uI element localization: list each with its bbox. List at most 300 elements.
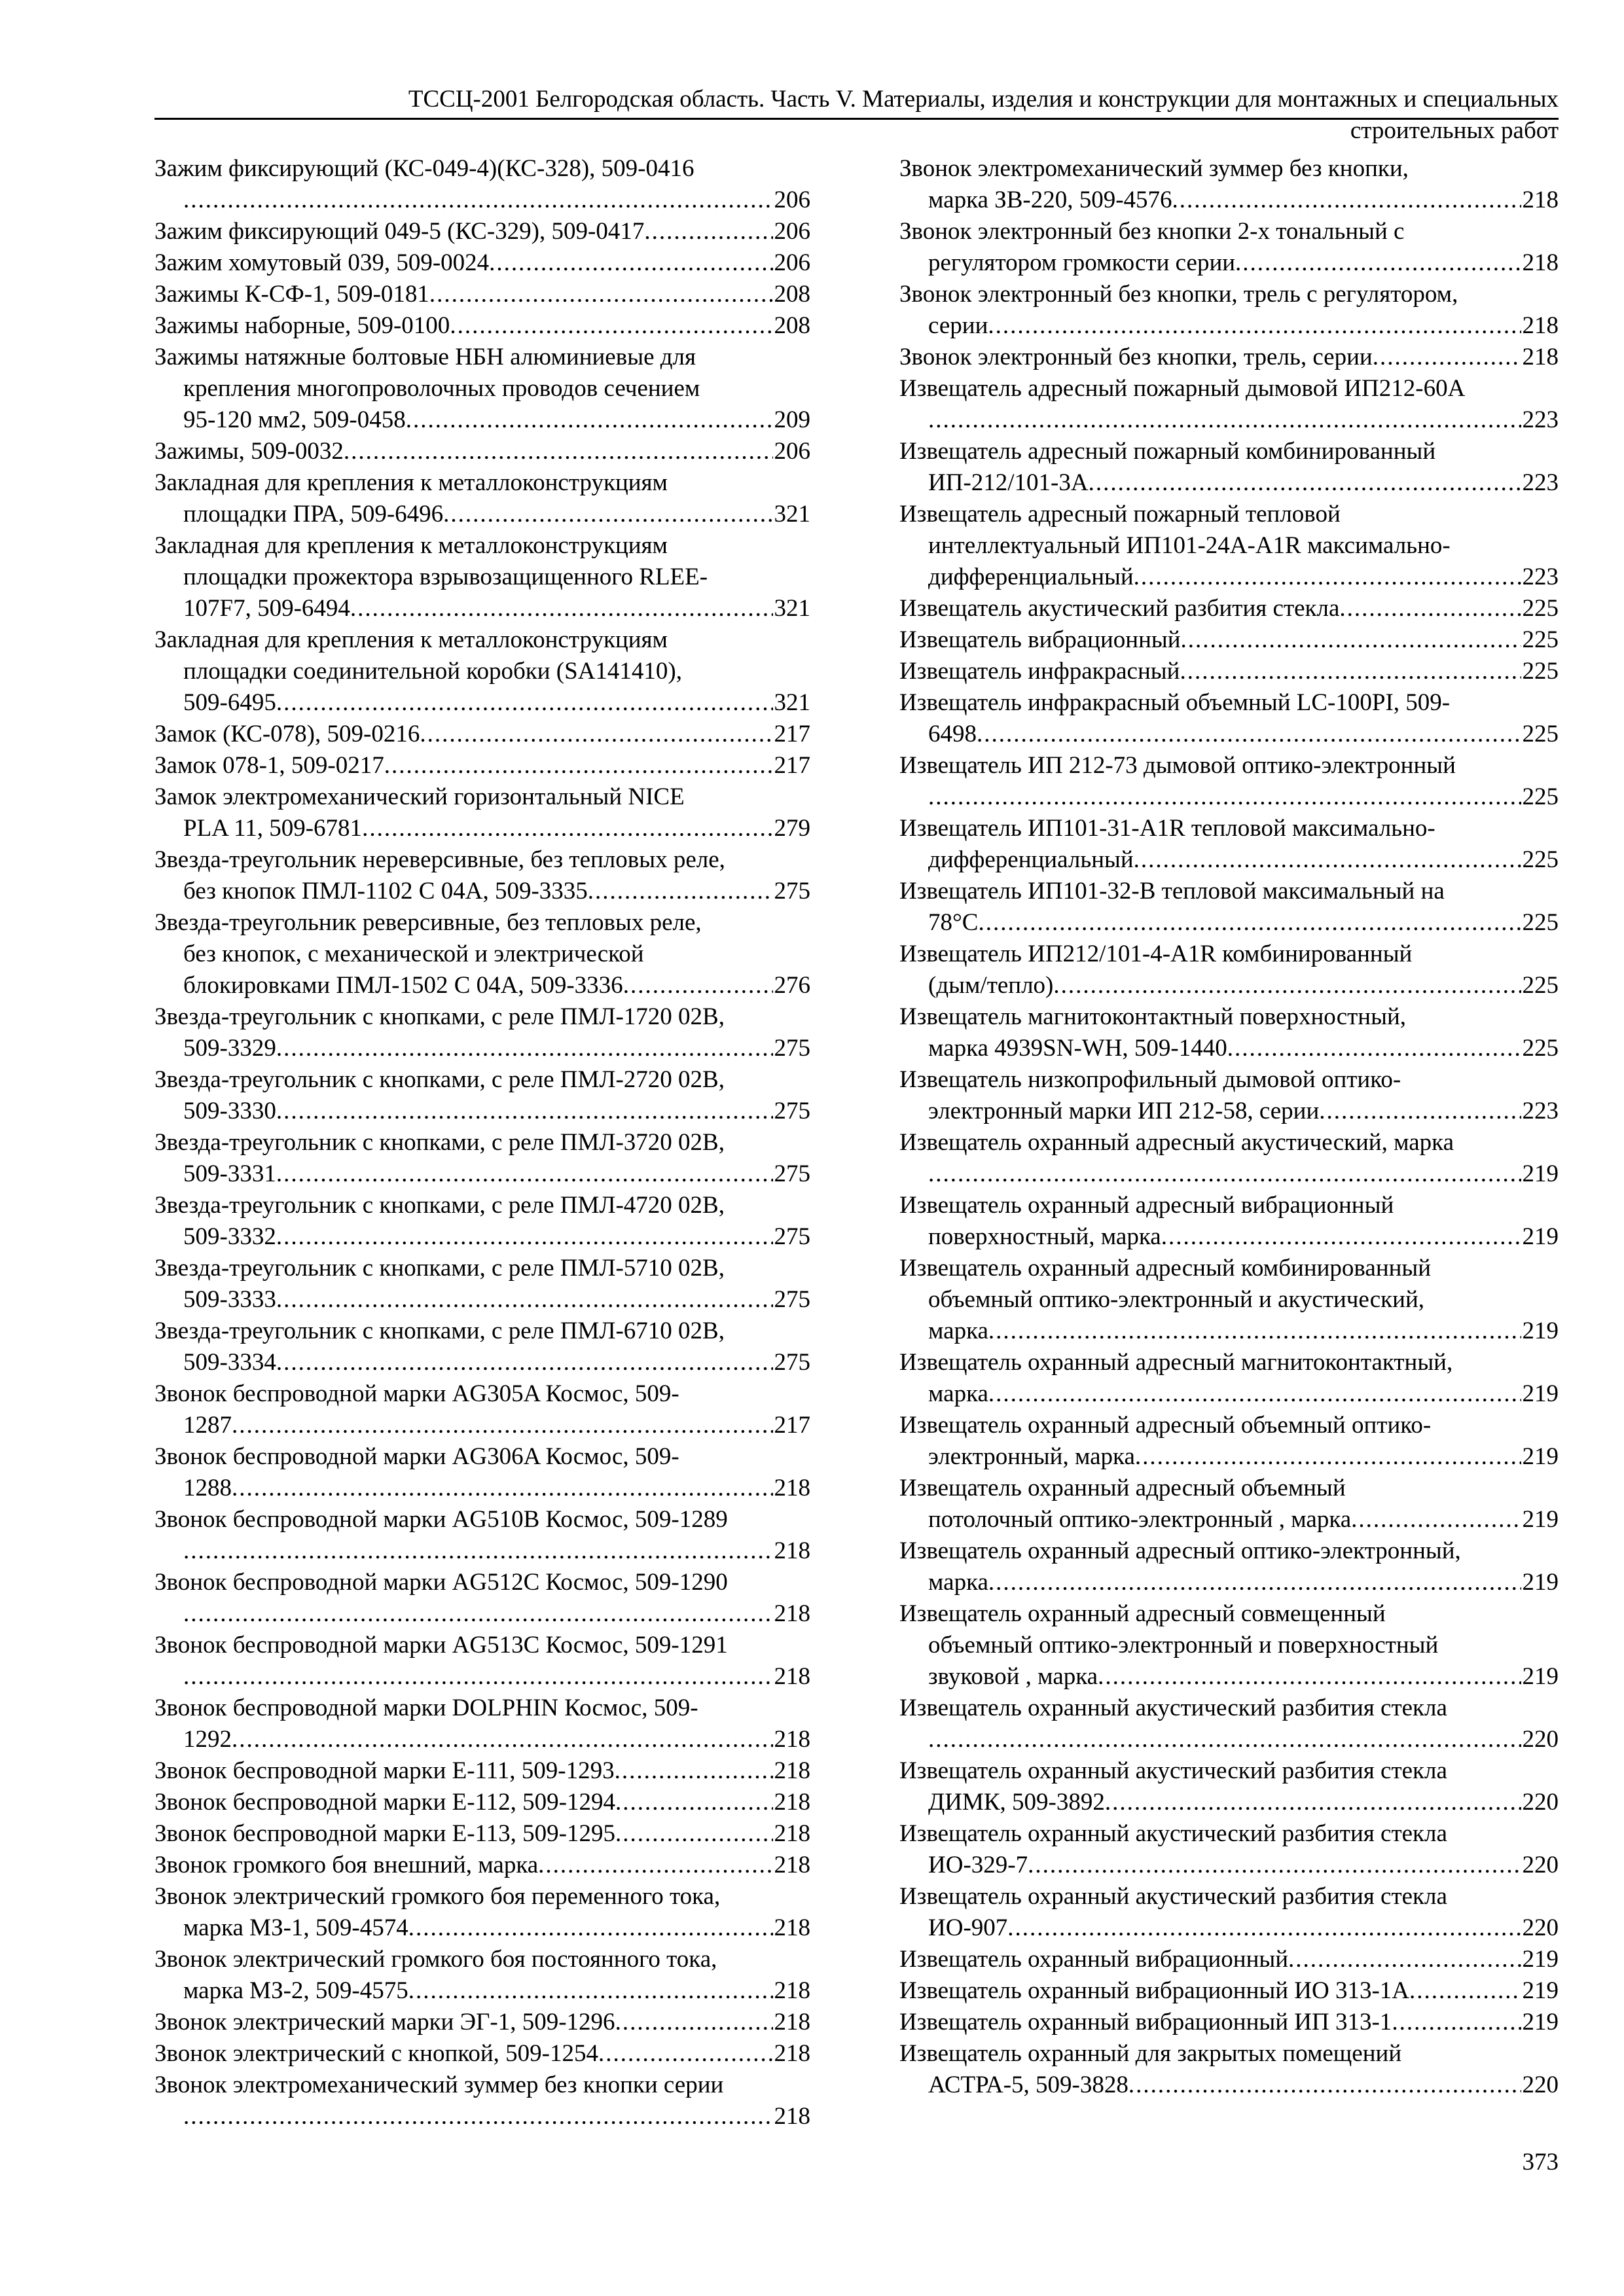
entry-text-line: Извещатель вибрационный: [899, 626, 1181, 653]
entry-page-number: 218: [774, 1475, 810, 1501]
entry-text-line: объемный оптико-электронный и акустический,: [928, 1286, 1425, 1313]
index-column-right: [899, 153, 1559, 2101]
entry-page-number: 218: [1522, 187, 1559, 213]
index-entry: [899, 939, 1559, 1001]
index-entry: [154, 1818, 810, 1850]
entry-text-line: Извещатель охранный адресный вибрационный: [899, 1192, 1394, 1219]
entry-text-line: Зажимы наборные, 509-0100: [154, 312, 450, 339]
entry-text-line: 509-3332: [183, 1223, 276, 1250]
dot-leader: [928, 1158, 1521, 1190]
entry-text-line: Звонок беспроводной марки Е-112, 509-1294: [154, 1789, 615, 1816]
entry-page-number: 275: [774, 1098, 810, 1124]
entry-text-line: Звонок беспроводной марки AG510B Космос, 509-1289: [154, 1506, 728, 1533]
entry-page-number: 275: [774, 1349, 810, 1376]
index-entry: [899, 216, 1559, 279]
index-entry: [899, 813, 1559, 876]
entry-text-line: Звонок беспроводной марки AG512C Космос, 509-1290: [154, 1569, 728, 1596]
entry-text-line: Извещатель охранный акустический разбития стекла: [899, 1820, 1447, 1847]
index-entry: [154, 1127, 810, 1190]
entry-text-line: Извещатель ИП212/101-4-А1R комбинированный: [899, 941, 1413, 967]
dot-leader: [183, 1661, 773, 1693]
entry-page-number: 218: [774, 1820, 810, 1847]
entry-text-line: Звонок беспроводной марки DOLPHIN Космос, 509-: [154, 1695, 698, 1721]
index-entry: [154, 342, 810, 436]
entry-text-line: Извещатель адресный пожарный тепловой: [899, 501, 1341, 528]
dot-leader: [1339, 593, 1521, 624]
dot-leader: [1161, 1221, 1521, 1253]
dot-leader: [928, 404, 1521, 436]
entry-page-number: 219: [1522, 1160, 1559, 1187]
entry-text-line: Звонок электромеханический зуммер без кнопки,: [899, 155, 1409, 182]
entry-text-line: Замок 078-1, 509-0217: [154, 752, 384, 779]
header-title: ТССЦ-2001 Белгородская область. Часть V. Материалы, изделия и конструкции для монтажных и специальных: [408, 86, 1559, 113]
running-header: [154, 84, 1559, 120]
entry-text-line: 6498: [928, 721, 977, 747]
entry-page-number: 218: [1522, 312, 1559, 339]
dot-leader: [276, 1033, 773, 1064]
index-entry: [154, 1441, 810, 1504]
entry-text-line: звуковой , марка: [928, 1663, 1098, 1690]
entry-text-line: Звезда-треугольник реверсивные, без тепловых реле,: [154, 909, 702, 936]
entry-page-number: 206: [774, 218, 810, 245]
entry-text-line: Извещатель инфракрасный объемный LC-100PI, 509-: [899, 689, 1451, 716]
entry-text-line: Замок электромеханический горизонтальный NICE: [154, 783, 685, 810]
entry-text-line: 1287: [183, 1412, 232, 1439]
index-entry: [899, 1190, 1559, 1253]
dot-leader: [615, 1818, 773, 1850]
entry-text-line: 509-3333: [183, 1286, 276, 1313]
entry-text-line: Извещатель ИП101-31-А1R тепловой максимально-: [899, 815, 1435, 842]
entry-page-number: 209: [774, 406, 810, 433]
entry-text-line: площадки соединительной коробки (SA141410),: [183, 658, 682, 685]
index-entry: [154, 1630, 810, 1693]
entry-text-line: 107F7, 509-6494: [183, 595, 350, 622]
dot-leader: [988, 1378, 1521, 1410]
entry-text-line: марка ЗВ-220, 509-4576: [928, 187, 1172, 213]
entry-text-line: потолочный оптико-электронный , марка: [928, 1506, 1352, 1533]
entry-page-number: 219: [1522, 1569, 1559, 1596]
entry-text-line: Звонок электрический громкого боя постоянного тока,: [154, 1946, 717, 1973]
index-entry: [154, 907, 810, 1001]
entry-page-number: 225: [1522, 1035, 1559, 1062]
entry-page-number: 225: [1522, 783, 1559, 810]
entry-page-number: 218: [774, 1914, 810, 1941]
entry-text-line: Звонок электронный без кнопки, трель с регулятором,: [899, 281, 1458, 308]
entry-text-line: регулятором громкости серии: [928, 249, 1236, 276]
dot-leader: [1134, 562, 1521, 593]
dot-leader: [489, 247, 772, 279]
dot-leader: [588, 876, 773, 907]
dot-leader: [1007, 1912, 1521, 1944]
entry-page-number: 321: [774, 689, 810, 716]
entry-page-number: 218: [774, 1726, 810, 1753]
entry-text-line: ИО-907: [928, 1914, 1008, 1941]
entry-text-line: Звезда-треугольник с кнопками, с реле ПМЛ-1720 02В,: [154, 1003, 725, 1030]
dot-leader: [408, 1975, 773, 2007]
dot-leader: [1053, 970, 1521, 1001]
entry-page-number: 218: [774, 1789, 810, 1816]
index-entry: [154, 1787, 810, 1818]
entry-text-line: без кнопок, с механической и электрической: [183, 941, 644, 967]
index-entry: [899, 1064, 1559, 1127]
dot-leader: [1373, 342, 1521, 373]
index-entry: [154, 1001, 810, 1064]
entry-page-number: 218: [774, 2040, 810, 2067]
index-entry: [899, 750, 1559, 813]
dot-leader: [362, 813, 772, 844]
entry-page-number: 225: [1522, 626, 1559, 653]
entry-text-line: дифференциальный: [928, 846, 1134, 873]
entry-text-line: интеллектуальный ИП101-24А-А1R максимально-: [928, 532, 1451, 559]
entry-page-number: 219: [1522, 1663, 1559, 1690]
entry-text-line: Извещатель адресный пожарный дымовой ИП212-60А: [899, 375, 1466, 402]
index-entry: [899, 1881, 1559, 1944]
entry-text-line: Звонок электромеханический зуммер без кнопки серии: [154, 2072, 724, 2098]
entry-text-line: Закладная для крепления к металлоконструкциям: [154, 532, 668, 559]
dot-leader: [1105, 1787, 1521, 1818]
entry-text-line: Звонок электронный без кнопки, трель, серии: [899, 344, 1373, 370]
entry-text-line: Зажим фиксирующий 049-5 (КС-329), 509-0417: [154, 218, 645, 245]
entry-page-number: 218: [1522, 344, 1559, 370]
dot-leader: [598, 2038, 773, 2070]
index-entry: [154, 1881, 810, 1944]
entry-page-number: 219: [1522, 1443, 1559, 1470]
dot-leader: [276, 1221, 773, 1253]
entry-text-line: марка: [928, 1318, 988, 1344]
index-entry: [899, 687, 1559, 750]
entry-page-number: 218: [774, 1852, 810, 1878]
index-entry: [154, 247, 810, 279]
dot-leader: [276, 1284, 773, 1316]
entry-text-line: АСТРА-5, 509-3828: [928, 2072, 1128, 2098]
dot-leader: [183, 2101, 773, 2132]
entry-page-number: 275: [774, 878, 810, 905]
index-entry: [899, 436, 1559, 499]
entry-text-line: Извещатель охранный адресный комбинированный: [899, 1255, 1432, 1282]
index-entry: [154, 1504, 810, 1567]
entry-text-line: марка: [928, 1569, 988, 1596]
entry-page-number: 219: [1522, 1223, 1559, 1250]
entry-page-number: 225: [1522, 658, 1559, 685]
entry-page-number: 220: [1522, 1789, 1559, 1816]
index-entry: [899, 876, 1559, 939]
entry-text-line: Звезда-треугольник нереверсивные, без тепловых реле,: [154, 846, 725, 873]
entry-page-number: 321: [774, 501, 810, 528]
entry-page-number: 223: [1522, 564, 1559, 590]
entry-text-line: Звонок громкого боя внешний, марка: [154, 1852, 539, 1878]
entry-text-line: PLA 11, 509-6781: [183, 815, 363, 842]
index-entry: [899, 1693, 1559, 1755]
index-entry: [154, 1316, 810, 1378]
entry-text-line: Извещатель охранный вибрационный ИП 313-1: [899, 2009, 1392, 2036]
dot-leader: [276, 1158, 773, 1190]
entry-page-number: 217: [774, 752, 810, 779]
entry-text-line: Зажим фиксирующий (КС-049-4)(КС-328), 509-0416: [154, 155, 695, 182]
entry-text-line: марка МЗ-2, 509-4575: [183, 1977, 408, 2004]
dot-leader: [1134, 844, 1521, 876]
index-entry: [154, 750, 810, 781]
dot-leader: [1128, 2070, 1521, 2101]
index-entry: [154, 2007, 810, 2038]
dot-leader: [183, 1598, 773, 1630]
entry-page-number: 223: [1522, 469, 1559, 496]
entry-text-line: Извещатель охранный адресный магнитоконтактный,: [899, 1349, 1453, 1376]
index-entry: [899, 1535, 1559, 1598]
entry-page-number: 223: [1522, 406, 1559, 433]
index-entry: [154, 310, 810, 342]
entry-page-number: 206: [774, 249, 810, 276]
entry-text-line: Звезда-треугольник с кнопками, с реле ПМЛ-4720 02В,: [154, 1192, 725, 1219]
dot-leader: [350, 593, 773, 624]
header-subtitle: строительных работ: [1350, 117, 1559, 144]
dot-leader: [1227, 1033, 1521, 1064]
entry-page-number: 218: [774, 2103, 810, 2130]
entry-page-number: 321: [774, 595, 810, 622]
entry-page-number: 219: [1522, 1380, 1559, 1407]
entry-text-line: Звонок беспроводной марки Е-113, 509-1295: [154, 1820, 615, 1847]
entry-text-line: Извещатель охранный адресный объемный: [899, 1475, 1346, 1501]
entry-page-number: 217: [774, 1412, 810, 1439]
dot-leader: [1351, 1504, 1521, 1535]
entry-page-number: 220: [1522, 1852, 1559, 1878]
entry-page-number: 219: [1522, 1977, 1559, 2004]
entry-text-line: Звонок электрический с кнопкой, 509-1254: [154, 2040, 598, 2067]
index-entry: [154, 1378, 810, 1441]
dot-leader: [408, 1912, 773, 1944]
dot-leader: [978, 907, 1521, 939]
index-entry: [899, 499, 1559, 593]
index-entry: [154, 1253, 810, 1316]
entry-text-line: Звезда-треугольник с кнопками, с реле ПМЛ-3720 02В,: [154, 1129, 725, 1156]
index-entry: [154, 2070, 810, 2132]
entry-text-line: Звонок электрический марки ЭГ-1, 509-1296: [154, 2009, 615, 2036]
entry-text-line: марка: [928, 1380, 988, 1407]
entry-text-line: крепления многопроволочных проводов сечением: [183, 375, 700, 402]
dot-leader: [928, 1724, 1521, 1755]
dot-leader: [232, 1410, 773, 1441]
entry-page-number: 223: [1522, 1098, 1559, 1124]
entry-text-line: Извещатель низкопрофильный дымовой оптико-: [899, 1066, 1401, 1093]
dot-leader: [1089, 467, 1521, 499]
dot-leader: [988, 1567, 1521, 1598]
entry-page-number: 276: [774, 972, 810, 999]
index-entry: [899, 1818, 1559, 1881]
index-entry: [154, 844, 810, 907]
dot-leader: [276, 1347, 773, 1378]
index-entry: [154, 2038, 810, 2070]
entry-text-line: объемный оптико-электронный и поверхностный: [928, 1632, 1439, 1659]
entry-text-line: Звонок беспроводной марки Е-111, 509-1293: [154, 1757, 615, 1784]
entry-page-number: 217: [774, 721, 810, 747]
entry-text-line: Извещатель охранный адресный совмещенный: [899, 1600, 1386, 1627]
entry-page-number: 225: [1522, 909, 1559, 936]
index-entry: [154, 624, 810, 719]
page-number: 373: [1522, 2149, 1559, 2176]
entry-text-line: площадки ПРА, 509-6496: [183, 501, 444, 528]
index-entry: [154, 719, 810, 750]
index-entry: [899, 1001, 1559, 1064]
dot-leader: [1135, 1441, 1521, 1473]
index-entry: [899, 342, 1559, 373]
entry-text-line: ИО-329-7: [928, 1852, 1028, 1878]
dot-leader: [1409, 1975, 1521, 2007]
entry-page-number: 275: [774, 1160, 810, 1187]
entry-page-number: 219: [1522, 2009, 1559, 2036]
entry-text-line: Извещатель инфракрасный: [899, 658, 1180, 685]
entry-text-line: Зажимы, 509-0032: [154, 438, 344, 465]
entry-text-line: 509-3330: [183, 1098, 276, 1124]
dot-leader: [344, 436, 773, 467]
entry-text-line: электронный, марка: [928, 1443, 1135, 1470]
index-entry: [899, 2007, 1559, 2038]
index-entry: [154, 1693, 810, 1755]
index-entry: [899, 624, 1559, 656]
entry-text-line: Звонок беспроводной марки AG305A Космос, 509-: [154, 1380, 679, 1407]
entry-text-line: Звезда-треугольник с кнопками, с реле ПМЛ-6710 02В,: [154, 1318, 725, 1344]
dot-leader: [276, 1096, 773, 1127]
dot-leader: [1319, 1096, 1521, 1127]
entry-text-line: 509-6495: [183, 689, 276, 716]
index-entry: [899, 1598, 1559, 1693]
entry-page-number: 225: [1522, 972, 1559, 999]
entry-text-line: марка МЗ-1, 509-4574: [183, 1914, 408, 1941]
entry-text-line: площадки прожектора взрывозащищенного RLEE-: [183, 564, 708, 590]
dot-leader: [928, 781, 1521, 813]
entry-text-line: Звезда-треугольник с кнопками, с реле ПМЛ-2720 02В,: [154, 1066, 725, 1093]
index-entry: [154, 1944, 810, 2007]
index-entry: [899, 373, 1559, 436]
entry-text-line: Извещатель охранный адресный объемный оптико-: [899, 1412, 1432, 1439]
dot-leader: [406, 404, 773, 436]
dot-leader: [1028, 1850, 1521, 1881]
entry-page-number: 275: [774, 1035, 810, 1062]
entry-page-number: 218: [774, 1977, 810, 2004]
index-entry: [899, 1944, 1559, 1975]
entry-text-line: Извещатель ИП101-32-В тепловой максимальный на: [899, 878, 1445, 905]
dot-leader: [276, 687, 773, 719]
entry-text-line: Звонок беспроводной марки AG513C Космос, 509-1291: [154, 1632, 728, 1659]
entry-page-number: 206: [774, 438, 810, 465]
entry-text-line: 509-3331: [183, 1160, 276, 1187]
dot-leader: [443, 499, 772, 530]
entry-text-line: Извещатель магнитоконтактный поверхностный,: [899, 1003, 1407, 1030]
entry-text-line: серии: [928, 312, 988, 339]
entry-page-number: 219: [1522, 1318, 1559, 1344]
index-entry: [154, 467, 810, 530]
dot-leader: [623, 970, 773, 1001]
dot-leader: [232, 1724, 773, 1755]
entry-text-line: Закладная для крепления к металлоконструкциям: [154, 469, 668, 496]
index-entry: [154, 216, 810, 247]
index-entry: [154, 530, 810, 624]
entry-text-line: Извещатель ИП 212-73 дымовой оптико-электронный: [899, 752, 1456, 779]
index-entry: [154, 279, 810, 310]
dot-leader: [615, 1787, 773, 1818]
entry-text-line: Извещатель адресный пожарный комбинированный: [899, 438, 1436, 465]
entry-page-number: 208: [774, 281, 810, 308]
index-entry: [154, 1190, 810, 1253]
dot-leader: [429, 279, 773, 310]
entry-text-line: марка 4939SN-WH, 509-1440: [928, 1035, 1227, 1062]
dot-leader: [1235, 247, 1521, 279]
entry-page-number: 275: [774, 1286, 810, 1313]
entry-text-line: Звонок беспроводной марки AG306A Космос, 509-: [154, 1443, 679, 1470]
entry-page-number: 218: [774, 2009, 810, 2036]
entry-text-line: 509-3334: [183, 1349, 276, 1376]
entry-text-line: Извещатель охранный акустический разбития стекла: [899, 1695, 1447, 1721]
dot-leader: [1181, 624, 1521, 656]
entry-text-line: Закладная для крепления к металлоконструкциям: [154, 626, 668, 653]
entry-text-line: поверхностный, марка: [928, 1223, 1161, 1250]
dot-leader: [384, 750, 773, 781]
entry-page-number: 225: [1522, 595, 1559, 622]
dot-leader: [538, 1850, 772, 1881]
index-entry: [899, 593, 1559, 624]
entry-page-number: 220: [1522, 1914, 1559, 1941]
index-entry: [899, 279, 1559, 342]
entry-text-line: Извещатель охранный акустический разбития стекла: [899, 1757, 1447, 1784]
dot-leader: [183, 1535, 773, 1567]
dot-leader: [1098, 1661, 1521, 1693]
dot-leader: [615, 2007, 773, 2038]
dot-leader: [1180, 656, 1521, 687]
index-entry: [899, 656, 1559, 687]
entry-text-line: Извещатель охранный вибрационный: [899, 1946, 1289, 1973]
dot-leader: [988, 1316, 1521, 1347]
dot-leader: [1288, 1944, 1521, 1975]
entry-text-line: Звонок электрический громкого боя переменного тока,: [154, 1883, 721, 1910]
index-entry: [899, 1473, 1559, 1535]
index-entry: [899, 2038, 1559, 2101]
dot-leader: [183, 185, 773, 216]
entry-text-line: Зажимы натяжные болтовые НБН алюминиевые для: [154, 344, 696, 370]
entry-text-line: Извещатель охранный адресный оптико-электронный,: [899, 1537, 1461, 1564]
entry-text-line: 1288: [183, 1475, 232, 1501]
entry-text-line: Извещатель охранный акустический разбития стекла: [899, 1883, 1447, 1910]
entry-text-line: Извещатель акустический разбития стекла: [899, 595, 1340, 622]
entry-page-number: 208: [774, 312, 810, 339]
entry-page-number: 218: [774, 1600, 810, 1627]
index-entry: [899, 1127, 1559, 1190]
entry-text-line: ДИМК, 509-3892: [928, 1789, 1105, 1816]
index-entry: [154, 153, 810, 216]
entry-text-line: 1292: [183, 1726, 232, 1753]
entry-page-number: 225: [1522, 721, 1559, 747]
index-column-left: [154, 153, 810, 2132]
index-entry: [154, 1850, 810, 1881]
entry-text-line: электронный марки ИП 212-58, серии: [928, 1098, 1320, 1124]
entry-page-number: 275: [774, 1223, 810, 1250]
index-entry: [899, 1755, 1559, 1818]
dot-leader: [644, 216, 772, 247]
entry-page-number: 218: [774, 1537, 810, 1564]
index-entry: [899, 1347, 1559, 1410]
dot-leader: [450, 310, 772, 342]
entry-page-number: 218: [774, 1757, 810, 1784]
index-entry: [154, 1567, 810, 1630]
entry-page-number: 218: [1522, 249, 1559, 276]
dot-leader: [232, 1473, 773, 1504]
index-entry: [154, 436, 810, 467]
entry-page-number: 220: [1522, 2072, 1559, 2098]
entry-text-line: Звезда-треугольник с кнопками, с реле ПМЛ-5710 02В,: [154, 1255, 725, 1282]
entry-text-line: (дым/тепло): [928, 972, 1054, 999]
entry-page-number: 218: [774, 1663, 810, 1690]
entry-text-line: без кнопок ПМЛ-1102 С 04А, 509-3335: [183, 878, 588, 905]
index-entry: [154, 781, 810, 844]
entry-page-number: 219: [1522, 1506, 1559, 1533]
entry-text-line: Извещатель охранный адресный акустический, марка: [899, 1129, 1454, 1156]
